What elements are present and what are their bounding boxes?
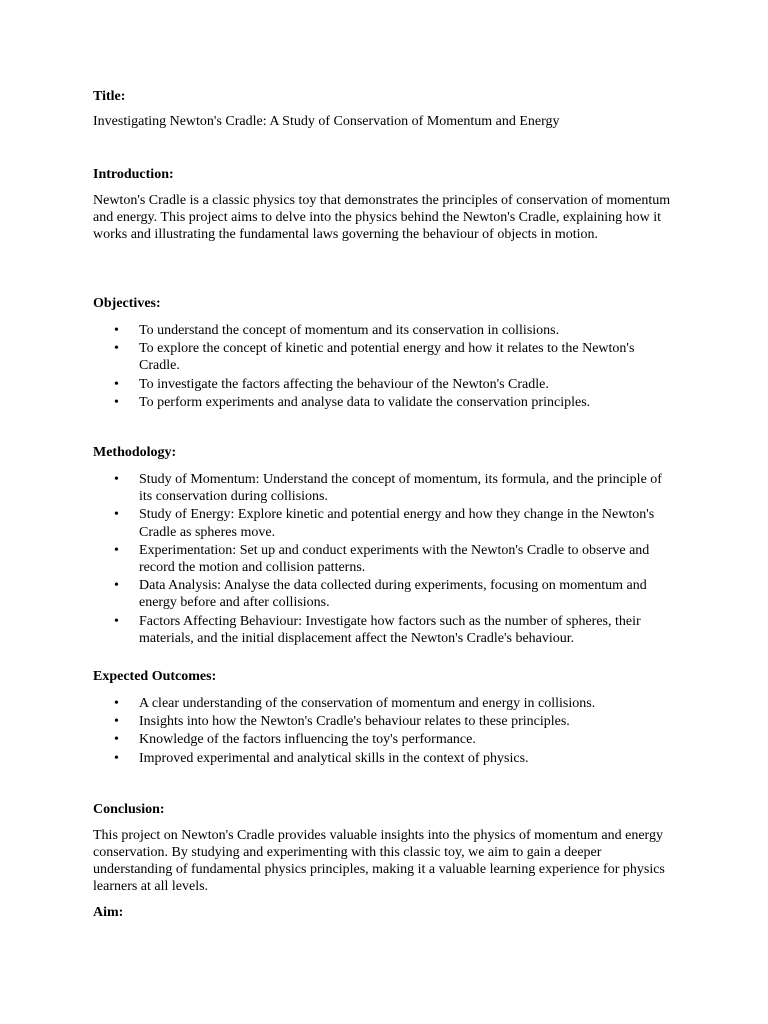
list-item: • To understand the concept of momentum and its conservation in collisions. (93, 322, 678, 339)
objectives-list (93, 322, 678, 412)
aim-heading: Aim: (93, 905, 124, 920)
conclusion-heading: Conclusion: (93, 802, 165, 817)
objectives-heading: Objectives: (93, 296, 161, 311)
list-item: • Insights into how the Newton's Cradle's behaviour relates to these principles. (93, 713, 678, 730)
introduction-heading: Introduction: (93, 167, 174, 182)
methodology-list (93, 471, 678, 648)
list-item: • To investigate the factors affecting the behaviour of the Newton's Cradle. (93, 376, 678, 393)
title-text: Investigating Newton's Cradle: A Study of Conservation of Momentum and Energy (93, 114, 560, 129)
list-item: • Improved experimental and analytical skills in the context of physics. (93, 750, 678, 767)
list-item: • Study of Energy: Explore kinetic and potential energy and how they change in the Newton's Cradle as spheres move. (93, 506, 678, 540)
list-item: • Study of Momentum: Understand the concept of momentum, its formula, and the principle of its conservation during collisions. (93, 471, 678, 505)
list-item: • Factors Affecting Behaviour: Investigate how factors such as the number of spheres, their materials, and the initial displacement affect the Newton's Cradle's behaviour. (93, 613, 678, 647)
title-heading: Title: (93, 89, 126, 104)
list-item: • To perform experiments and analyse data to validate the conservation principles. (93, 394, 678, 411)
methodology-heading: Methodology: (93, 445, 177, 460)
list-item: • Knowledge of the factors influencing the toy's performance. (93, 731, 678, 748)
expected-outcomes-heading: Expected Outcomes: (93, 669, 217, 684)
list-item: • A clear understanding of the conservation of momentum and energy in collisions. (93, 695, 678, 712)
introduction-text: Newton's Cradle is a classic physics toy that demonstrates the principles of conservation of momentum and energy. This project aims to delve into the physics behind the Newton's Cradle, explaining how it works and illustrating the fundamental laws governing the behaviour of objects in motion. (93, 193, 671, 242)
list-item: • Experimentation: Set up and conduct experiments with the Newton's Cradle to observe and record the motion and collision patterns. (93, 542, 678, 576)
conclusion-text: This project on Newton's Cradle provides valuable insights into the physics of momentum and energy conservation. By studying and experimenting with this classic toy, we aim to gain a deeper understanding of fundamental physics principles, making it a valuable learning experience for physics learners at all levels. (93, 828, 665, 894)
list-item: • Data Analysis: Analyse the data collected during experiments, focusing on momentum and energy before and after collisions. (93, 577, 678, 611)
expected-outcomes-list (93, 695, 678, 768)
list-item: • To explore the concept of kinetic and potential energy and how it relates to the Newton's Cradle. (93, 340, 678, 374)
